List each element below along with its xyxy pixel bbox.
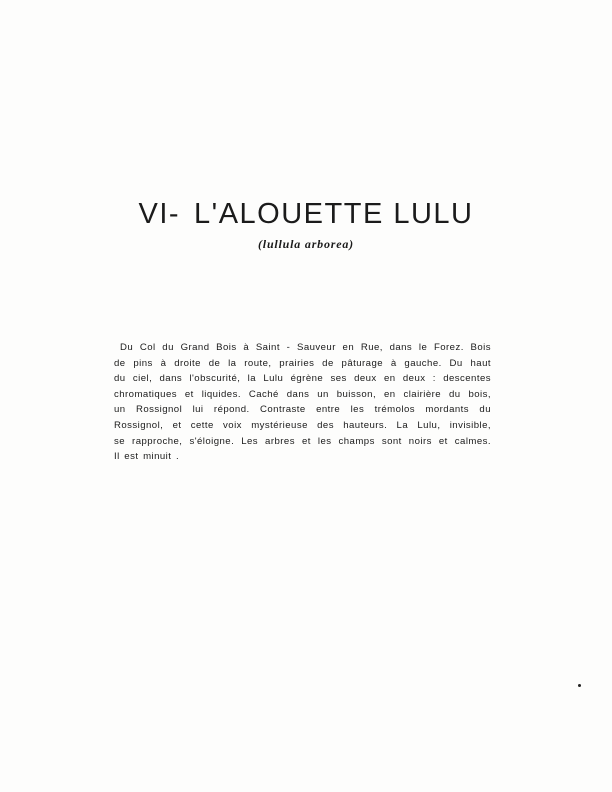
chapter-numeral: VI- (138, 198, 181, 230)
body-line: de pins à droite de la route, prairies de pâturage à gauche. Du haut (114, 357, 491, 369)
body-line: un Rossignol lui répond. Contraste entre les trémolos mordants du (114, 404, 491, 416)
body-line: se rapproche, s'éloigne. Les arbres et les champs sont noirs et calmes. (114, 435, 491, 447)
body-line: Du Col du Grand Bois à Saint - Sauveur en Rue, dans le Forez. Bois (120, 342, 491, 353)
body-line: du ciel, dans l'obscurité, la Lulu égrène ses deux en deux : descentes (114, 373, 491, 385)
latin-name: (lullula arborea) (258, 237, 354, 251)
body-paragraph (114, 340, 491, 465)
scan-speck (578, 684, 581, 687)
body-line: Rossignol, et cette voix mystérieuse des hauteurs. La Lulu, invisible, (114, 419, 491, 431)
chapter-title (0, 197, 612, 231)
body-line: chromatiques et liquides. Caché dans un buisson, en clairière du bois, (114, 388, 491, 400)
body-line: Il est minuit . (114, 451, 180, 463)
chapter-title-text: L'ALOUETTE LULU (194, 198, 474, 230)
